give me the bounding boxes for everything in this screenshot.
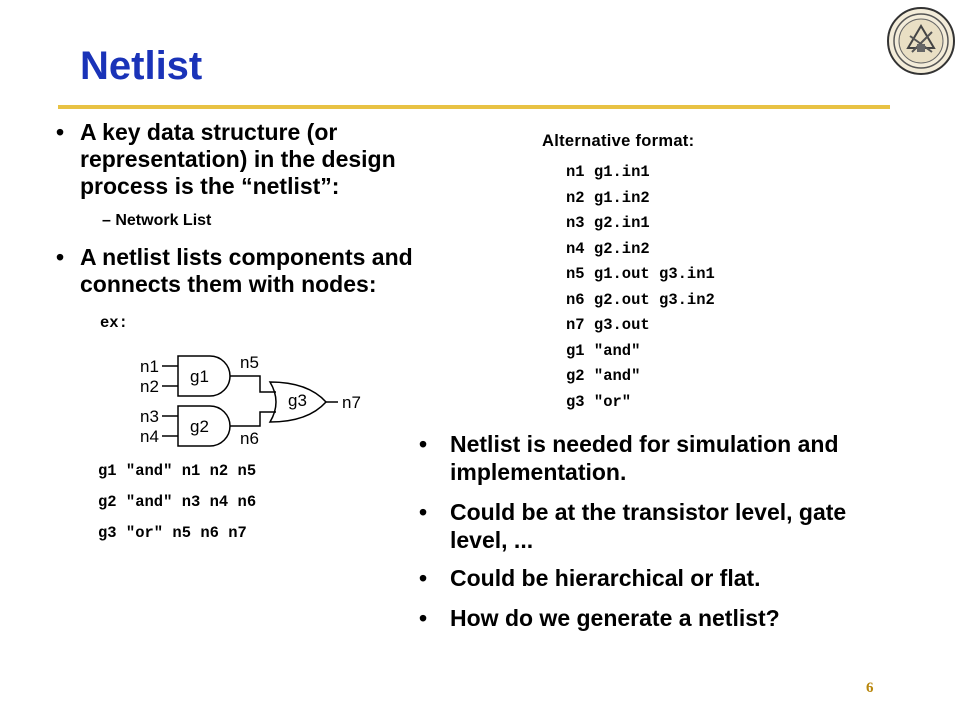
netlist-line: g2 "and" n3 n4 n6 [98, 493, 257, 511]
bullet-text: A netlist lists components and connects them with nodes: [80, 244, 413, 297]
gate-label: g1 [190, 367, 209, 386]
alt-line: g1 "and" [566, 341, 641, 360]
bullet-dot: • [419, 499, 428, 525]
university-seal-icon [886, 6, 956, 76]
net-label: n3 [140, 407, 159, 426]
bullet-generate-question [419, 604, 890, 632]
alt-line: g3 "or" [566, 392, 632, 411]
alt-line: n5 g1.out g3.in1 [566, 265, 715, 283]
bullet-dot: • [56, 119, 65, 145]
netlist-line: g3 "or" n5 n6 n7 [98, 524, 247, 542]
page-number: 6 [866, 680, 874, 696]
net-label: n2 [140, 377, 159, 396]
net-label: n6 [240, 429, 259, 448]
bullet-netlist-definition [56, 119, 480, 200]
alt-line: n2 g1.in2 [566, 188, 650, 207]
gate-circuit-diagram [130, 348, 380, 448]
bullet-level [419, 498, 890, 554]
alt-line: n4 g2.in2 [566, 239, 650, 258]
sub-bullet-dash: – [102, 212, 116, 229]
bullet-text: How do we generate a netlist? [450, 605, 780, 631]
netlist-line: g1 "and" n1 n2 n5 [98, 462, 257, 480]
bullet-dot: • [419, 605, 428, 631]
title-divider [58, 105, 890, 109]
gate-label: g2 [190, 417, 209, 436]
example-label: ex: [100, 314, 128, 332]
alt-line: g2 "and" [566, 367, 641, 385]
bullet-dot: • [56, 244, 65, 270]
bullet-dot: • [419, 565, 428, 591]
net-label: n5 [240, 353, 259, 372]
gate-label: g3 [288, 391, 307, 410]
sub-bullet-text: Network List [115, 212, 212, 229]
alt-line: n6 g2.out g3.in2 [566, 290, 715, 309]
net-label: n7 [342, 393, 361, 412]
sub-bullet-network-list [102, 212, 211, 230]
bullet-simulation [419, 430, 890, 486]
bullet-text: Could be at the transistor level, gate level, ... [450, 499, 847, 553]
alternative-format-label: Alternative format: [542, 132, 695, 150]
alt-line: n1 g1.in1 [566, 163, 650, 181]
bullet-hierarchical [419, 564, 890, 592]
alt-line: n7 g3.out [566, 316, 650, 334]
page-title: Netlist [80, 44, 203, 88]
alternative-format-code-block [566, 160, 715, 415]
bullet-netlist-components [56, 244, 480, 298]
netlist-code-block [98, 456, 256, 549]
net-label: n4 [140, 427, 159, 446]
net-label: n1 [140, 357, 159, 376]
bullet-text: A key data structure (or representation) in the design process is the “netlist”: [80, 119, 396, 199]
bullet-dot: • [419, 431, 428, 457]
bullet-text: Netlist is needed for simulation and implementation. [450, 431, 839, 485]
bullet-text: Could be hierarchical or flat. [450, 565, 761, 591]
alt-line: n3 g2.in1 [566, 214, 650, 232]
